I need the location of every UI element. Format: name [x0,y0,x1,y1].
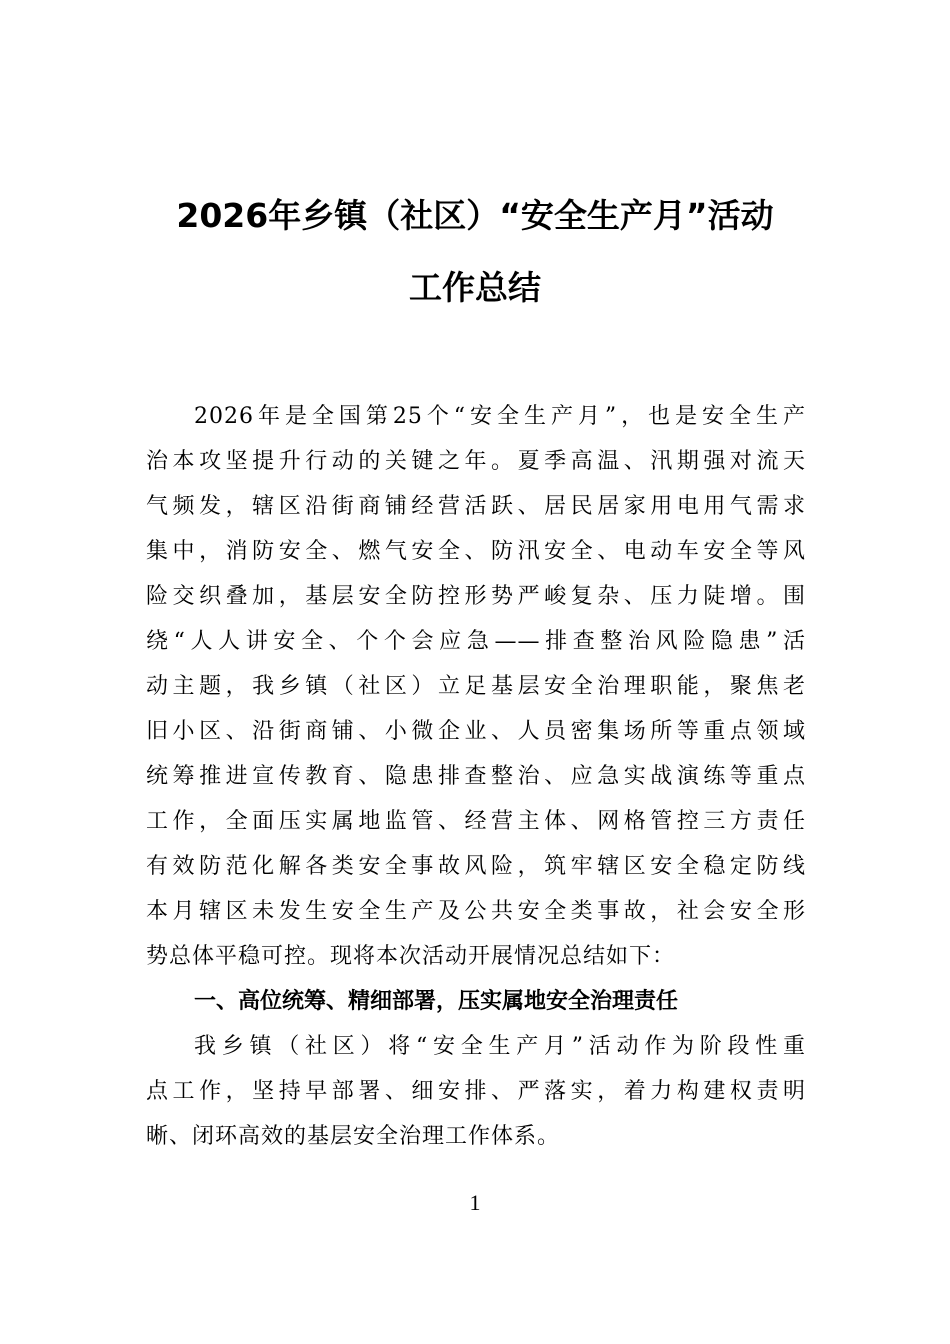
paragraph-1-line: 本月辖区未发生安全生产及公共安全类事故，社会安全形 [146,899,806,924]
document-title-line-2: 工作总结 [409,268,541,307]
paragraph-2-line: 点工作，坚持早部署、细安排、严落实，着力构建权责明 [146,1079,806,1104]
paragraph-1-line: 集中，消防安全、燃气安全、防汛安全、电动车安全等风 [146,539,806,564]
paragraph-1-line: 气频发，辖区沿街商铺经营活跃、居民居家用电用气需求 [146,494,806,519]
paragraph-1-line: 工作，全面压实属地监管、经营主体、网格管控三方责任 [146,809,806,834]
paragraph-1-line: 旧小区、沿街商铺、小微企业、人员密集场所等重点领域 [146,719,806,744]
paragraph-1-line: 统筹推进宣传教育、隐患排查整治、应急实战演练等重点 [146,764,806,789]
paragraph-1-line: 动主题，我乡镇（社区）立足基层安全治理职能，聚焦老 [146,674,806,699]
document-title-line-1: 2026年乡镇（社区）“安全生产月”活动 [176,196,774,235]
document-body [146,394,806,1159]
paragraph-1-line: 险交织叠加，基层安全防控形势严峻复杂、压力陡增。围 [146,584,806,609]
paragraph-2-line: 我乡镇（社区）将“安全生产月”活动作为阶段性重 [194,1034,806,1059]
paragraph-2-line: 晰、闭环高效的基层安全治理工作体系。 [146,1124,561,1149]
paragraph-1-line: 治本攻坚提升行动的关键之年。夏季高温、汛期强对流天 [146,449,806,474]
page-number: 1 [469,1190,481,1215]
section-1-heading: 一、高位统筹、精细部署，压实属地安全治理责任 [194,989,679,1014]
paragraph-1-line: 绕“人人讲安全、个个会应急——排查整治风险隐患”活 [146,629,806,654]
paragraph-1-line: 势总体平稳可控。现将本次活动开展情况总结如下： [146,944,676,969]
paragraph-1-line: 有效防范化解各类安全事故风险，筑牢辖区安全稳定防线 [146,854,806,879]
paragraph-1-line: 2026年是全国第25个“安全生产月”，也是安全生产 [194,404,806,429]
